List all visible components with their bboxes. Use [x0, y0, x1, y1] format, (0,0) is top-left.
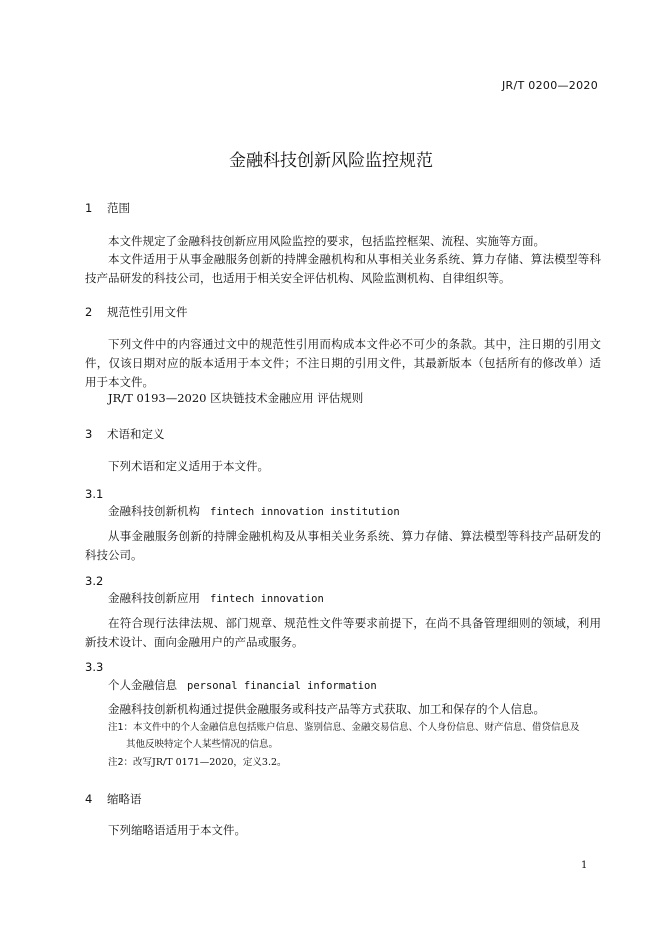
section-2-number: 2: [85, 305, 93, 319]
section-2-paragraph-1: 下列文件中的内容通过文中的规范性引用而构成本文件必不可少的条款。其中，注日期的引用文件，仅该日期对应的版本适用于本文件；不注日期的引用文件，其最新版本（包括所有的修改单）适用于本文件。: [85, 337, 601, 389]
section-2-heading: [85, 304, 188, 320]
note-2-text: 改写JR/T 0171—2020，定义3.2。: [133, 757, 287, 768]
term-3-2-english: fintech innovation: [210, 593, 324, 605]
note-2-label: 注2：: [108, 757, 134, 768]
normative-reference: JR/T 0193—2020 区块链技术金融应用 评估规则: [108, 391, 364, 405]
note-1: [108, 719, 602, 753]
section-2-title: 规范性引用文件: [107, 305, 188, 319]
section-1-heading: [85, 200, 130, 216]
section-1-title: 范围: [107, 201, 130, 215]
section-3-intro: 下列术语和定义适用于本文件。: [108, 459, 269, 473]
term-3-2-number: 3.2: [85, 574, 104, 588]
term-3-3-chinese: 个人金融信息: [108, 678, 177, 692]
document-number: JR/T 0200—2020: [502, 79, 598, 92]
term-3-1-english: fintech innovation institution: [210, 506, 400, 518]
section-1-paragraph-2: 本文件适用于从事金融服务创新的持牌金融机构和从事相关业务系统、算力存储、算法模型等科技产品研发的科技公司，也适用于相关安全评估机构、风险监测机构、自律组织等。: [85, 252, 601, 285]
section-4-heading: [85, 791, 142, 807]
term-3-1-heading: [108, 503, 400, 519]
term-3-2-definition: 在符合现行法律法规、部门规章、规范性文件等要求前提下，在尚不具备管理细则的领域，利用新技术设计、面向金融用户的产品或服务。: [85, 616, 601, 649]
section-3-title: 术语和定义: [107, 427, 165, 441]
term-3-2-heading: [108, 590, 324, 606]
term-3-1-number: 3.1: [85, 487, 104, 501]
term-3-1-definition: 从事金融服务创新的持牌金融机构及从事相关业务系统、算力存储、算法模型等科技产品研发的科技公司。: [85, 529, 601, 562]
note-1-text-b: 其他反映特定个人某些情况的信息。: [126, 739, 279, 750]
note-2: [108, 754, 602, 771]
section-4-number: 4: [85, 792, 93, 806]
section-4-intro: 下列缩略语适用于本文件。: [108, 823, 246, 837]
section-4-title: 缩略语: [107, 792, 142, 806]
term-3-3-number: 3.3: [85, 660, 104, 674]
term-3-3-english: personal financial information: [187, 680, 377, 692]
note-1-label: 注1：: [108, 722, 134, 733]
section-3-number: 3: [85, 427, 93, 441]
section-3-heading: [85, 426, 165, 442]
section-1-number: 1: [85, 201, 93, 215]
document-title: 金融科技创新风险监控规范: [229, 151, 433, 171]
page-number: 1: [581, 860, 588, 871]
note-1-text-a: 本文件中的个人金融信息包括账户信息、鉴别信息、金融交易信息、个人身份信息、财产信息、借贷信息及: [133, 722, 580, 733]
term-3-3-definition: 金融科技创新机构通过提供金融服务或科技产品等方式获取、加工和保存的个人信息。: [108, 702, 545, 716]
section-1-paragraph-1: 本文件规定了金融科技创新应用风险监控的要求，包括监控框架、流程、实施等方面。: [108, 234, 545, 248]
term-3-2-chinese: 金融科技创新应用: [108, 591, 200, 605]
term-3-1-chinese: 金融科技创新机构: [108, 504, 200, 518]
term-3-3-heading: [108, 677, 377, 693]
